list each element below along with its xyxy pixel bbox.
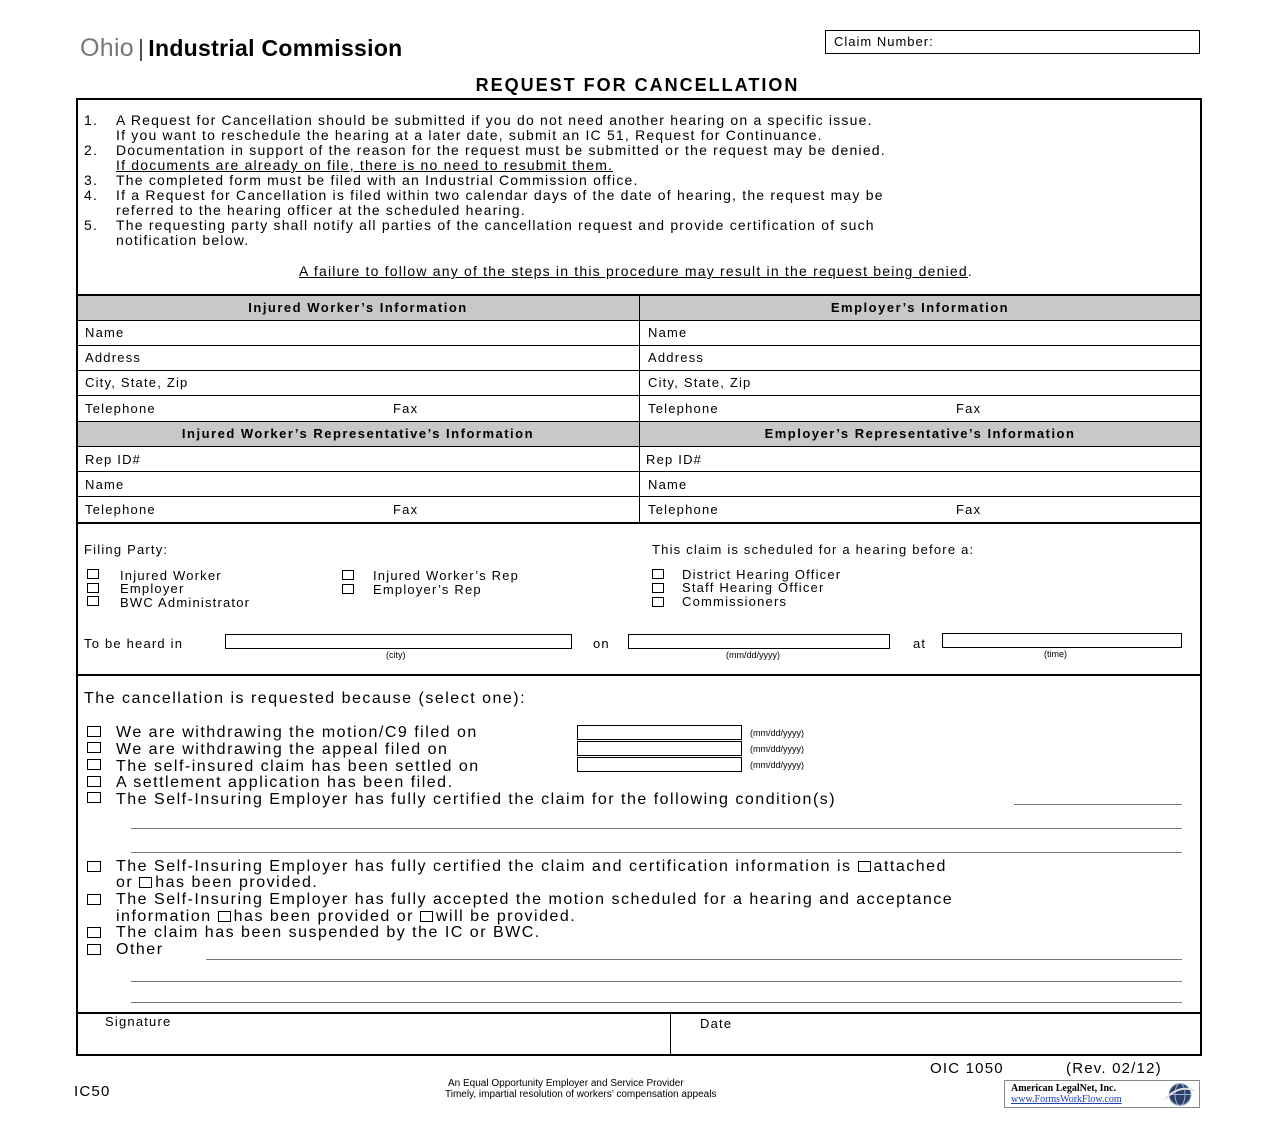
hearing-time-input[interactable] — [942, 633, 1182, 648]
ohio-ic-logo: Ohio | Industrial Commission — [80, 34, 403, 62]
motion-date-input[interactable] — [577, 725, 742, 740]
reason-certified-label-2: or has been provided. — [116, 874, 319, 891]
commissioners-label: Commissioners — [682, 594, 788, 609]
form-title: REQUEST FOR CANCELLATION — [475, 75, 800, 95]
claim-number-field[interactable] — [825, 30, 1200, 54]
employer-info-header: Employer’s Information — [830, 300, 1010, 315]
reason-certified-label: The Self-Insuring Employer has fully certified the claim and certification information is attached — [116, 858, 947, 875]
appeal-date-hint: (mm/dd/yyyy) — [750, 744, 804, 754]
certification-attached-checkbox[interactable] — [858, 861, 871, 872]
reason-suspended-label: The claim has been suspended by the IC or BWC. — [116, 924, 541, 941]
other-line-3[interactable] — [131, 1002, 1182, 1003]
reason-settled-label: The self-insured claim has been settled on — [116, 758, 480, 775]
sho-checkbox[interactable] — [652, 583, 664, 593]
worker-rep-label: Injured Worker’s Rep — [373, 568, 520, 583]
time-hint: (time) — [1044, 649, 1067, 659]
alnet-url[interactable]: www.FormsWorkFlow.com — [1011, 1094, 1122, 1105]
bwc-admin-checkbox[interactable] — [87, 596, 99, 606]
reason-appeal-checkbox[interactable] — [87, 742, 101, 753]
motto: Timely, impartial resolution of workers’ compensation appeals — [445, 1089, 717, 1100]
alnet-name: American LegalNet, Inc. — [1011, 1083, 1116, 1094]
employer-address-label: Address — [648, 350, 705, 365]
reason-settlement-app-checkbox[interactable] — [87, 776, 101, 787]
employer-rep-label: Employer’s Rep — [373, 582, 482, 597]
logo-ohio: Ohio — [80, 34, 135, 62]
reason-motion-label: We are withdrawing the motion/C9 filed on — [116, 724, 478, 741]
reason-appeal-label: We are withdrawing the appeal filed on — [116, 741, 449, 758]
reason-accepted-label: The Self-Insuring Employer has fully accepted the motion scheduled for a hearing and acceptance — [116, 891, 954, 908]
employer-rep-id-label: Rep ID# — [646, 452, 703, 467]
hearing-city-input[interactable] — [225, 634, 572, 649]
employer-rep-checkbox[interactable] — [342, 584, 354, 594]
at-label: at — [913, 636, 927, 651]
form-revision: (Rev. 02/12) — [1066, 1060, 1162, 1077]
globe-icon — [1163, 1082, 1197, 1107]
worker-name-label: Name — [85, 325, 125, 340]
employer-city-label: City, State, Zip — [648, 375, 752, 390]
acceptance-provided-checkbox[interactable] — [218, 911, 231, 922]
reasons-heading: The cancellation is requested because (select one): — [84, 690, 527, 707]
reason-other-label: Other — [116, 941, 164, 958]
worker-rep-checkbox[interactable] — [342, 570, 354, 580]
reason-settled-checkbox[interactable] — [87, 759, 101, 770]
worker-telephone-label: Telephone — [85, 401, 156, 416]
injured-worker-label: Injured Worker — [120, 568, 222, 583]
warning-text: A failure to follow any of the steps in this procedure may result in the request being denied. — [299, 263, 973, 279]
worker-address-label: Address — [85, 350, 142, 365]
worker-info-header: Injured Worker’s Information — [248, 300, 468, 315]
eeo-statement: An Equal Opportunity Employer and Service Provider — [448, 1078, 684, 1089]
reason-accepted-checkbox[interactable] — [87, 894, 101, 905]
dho-checkbox[interactable] — [652, 569, 664, 579]
instruction-4: 4. If a Request for Cancellation is filed within two calendar days of the date of hearing, the request may be — [84, 187, 884, 203]
other-line-1[interactable] — [206, 959, 1182, 960]
worker-city-label: City, State, Zip — [85, 375, 189, 390]
dho-label: District Hearing Officer — [682, 567, 842, 582]
worker-rep-telephone-label: Telephone — [85, 502, 156, 517]
american-legalnet-badge[interactable] — [1004, 1080, 1200, 1108]
on-label: on — [593, 636, 610, 651]
motion-date-hint: (mm/dd/yyyy) — [750, 728, 804, 738]
sho-label: Staff Hearing Officer — [682, 580, 825, 595]
instruction-5: 5. The requesting party shall notify all parties of the cancellation request and provide certification of such — [84, 217, 875, 233]
reason-settlement-app-label: A settlement application has been filed. — [116, 774, 454, 791]
reason-conditions-label: The Self-Insuring Employer has fully certified the claim for the following condition(s) — [116, 791, 837, 808]
acceptance-will-provide-checkbox[interactable] — [420, 911, 433, 922]
worker-rep-fax-label: Fax — [393, 502, 419, 517]
employer-rep-telephone-label: Telephone — [648, 502, 719, 517]
conditions-line-3[interactable] — [131, 852, 1182, 853]
commissioners-checkbox[interactable] — [652, 597, 664, 607]
worker-rep-header: Injured Worker’s Representative’s Information — [181, 426, 535, 441]
heard-in-label: To be heard in — [84, 636, 184, 651]
reason-conditions-checkbox[interactable] — [87, 792, 101, 803]
certification-provided-checkbox[interactable] — [139, 877, 152, 888]
instruction-2: 2. Documentation in support of the reason for the request must be submitted or the request may be denied. — [84, 142, 886, 158]
settled-date-hint: (mm/dd/yyyy) — [750, 760, 804, 770]
appeal-date-input[interactable] — [577, 741, 742, 756]
employer-checkbox[interactable] — [87, 583, 99, 593]
reason-other-checkbox[interactable] — [87, 944, 101, 955]
signature-label: Signature — [105, 1014, 172, 1029]
form-code: IC50 — [74, 1083, 111, 1100]
reason-certified-checkbox[interactable] — [87, 861, 101, 872]
date-label: Date — [700, 1016, 733, 1031]
instruction-1: 1. A Request for Cancellation should be submitted if you do not need another hearing on a specific issue. — [84, 112, 873, 128]
injured-worker-checkbox[interactable] — [87, 569, 99, 579]
conditions-line-1[interactable] — [1014, 804, 1182, 805]
instructions-list: 1. A Request for Cancellation should be submitted if you do not need another hearing on a specific issue. If you want to reschedule the hearing at a later date, submit an IC 51, Request for Continuance. 2. Documentation in support of the reason for the request must be submitted or the request may be denied. If documents are already on file, there is no need to resubmit them. 3. The completed form must be filed with an Industrial Commission office. 4. If a Request for Cancellation is filed within two calendar days of the date of hearing, the request may be referred to the hearing officer at the scheduled hearing. 5. The requesting party shall notify all parties of the cancellation request and provide certification of such notification below. — [84, 113, 1184, 248]
other-line-2[interactable] — [131, 981, 1182, 982]
employer-telephone-label: Telephone — [648, 401, 719, 416]
form-id: OIC 1050 — [930, 1060, 1004, 1077]
reason-motion-checkbox[interactable] — [87, 726, 101, 737]
employer-fax-label: Fax — [956, 401, 982, 416]
employer-name-label: Name — [648, 325, 688, 340]
filing-party-label: Filing Party: — [84, 542, 169, 557]
hearing-date-input[interactable] — [628, 634, 890, 649]
settled-date-input[interactable] — [577, 757, 742, 772]
conditions-line-2[interactable] — [131, 828, 1182, 829]
logo-name: Industrial Commission — [148, 35, 403, 61]
date-hint: (mm/dd/yyyy) — [726, 650, 780, 660]
employer-rep-fax-label: Fax — [956, 502, 982, 517]
instruction-3: 3. The completed form must be filed with an Industrial Commission office. — [84, 172, 639, 188]
worker-fax-label: Fax — [393, 401, 419, 416]
employer-rep-header: Employer’s Representative’s Information — [764, 426, 1076, 441]
reason-accepted-label-2: information has been provided or will be provided. — [116, 908, 577, 925]
city-hint: (city) — [386, 650, 406, 660]
worker-rep-name-label: Name — [85, 477, 125, 492]
hearing-before-label: This claim is scheduled for a hearing before a: — [652, 542, 975, 557]
reason-suspended-checkbox[interactable] — [87, 927, 101, 938]
claim-number-label: Claim Number: — [834, 34, 934, 49]
worker-rep-id-label: Rep ID# — [85, 452, 142, 467]
employer-label: Employer — [120, 581, 185, 596]
employer-rep-name-label: Name — [648, 477, 688, 492]
bwc-admin-label: BWC Administrator — [120, 595, 251, 610]
